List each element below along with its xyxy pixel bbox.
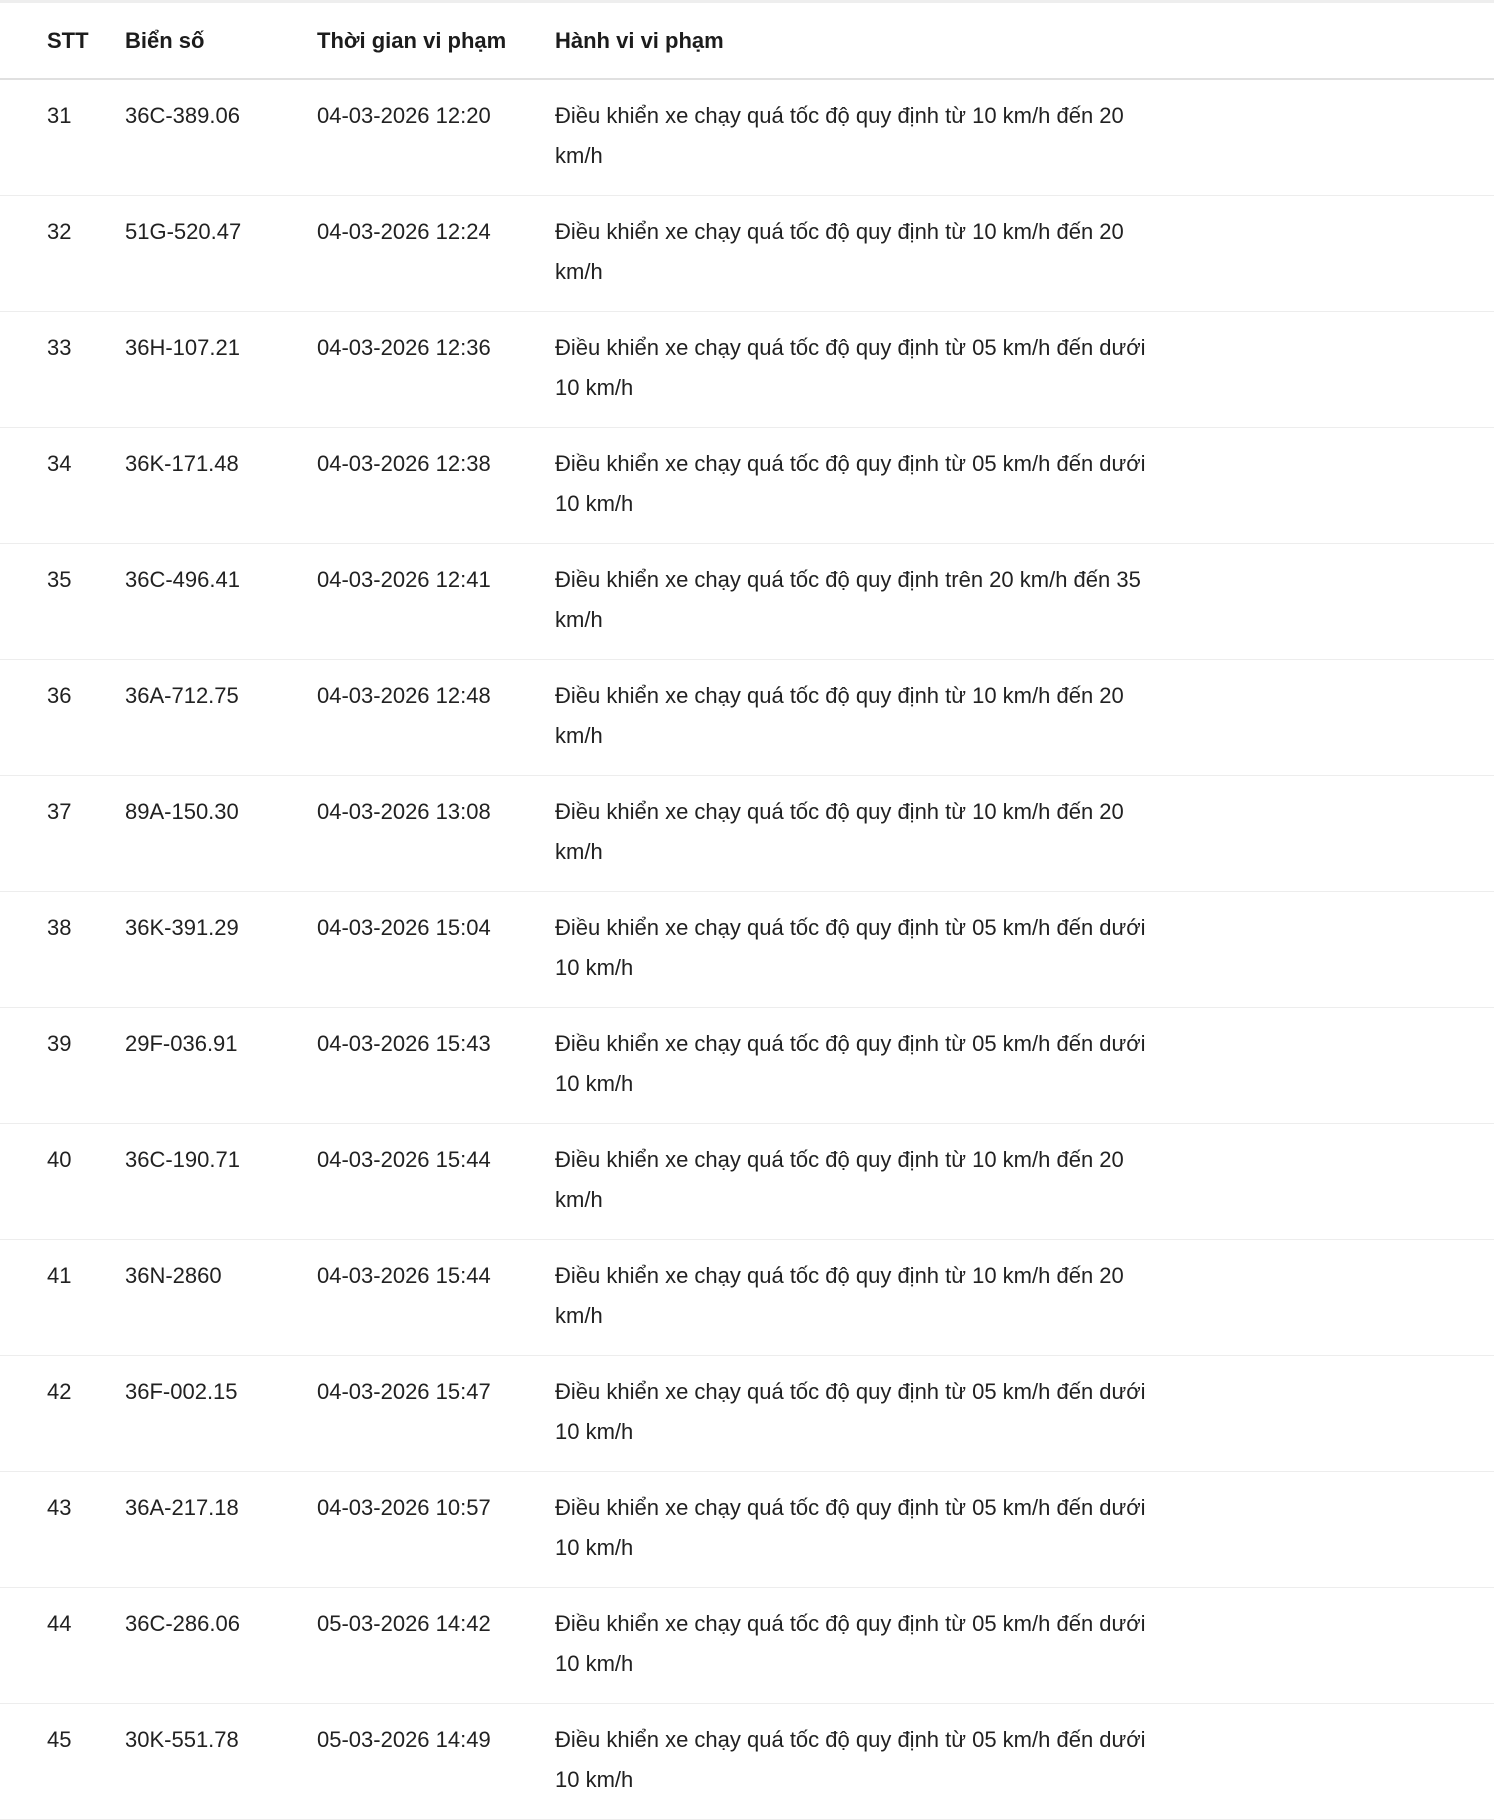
row-violation: Điều khiển xe chạy quá tốc độ quy định từ 10 km/h đến 20 km/h (555, 799, 1124, 864)
row-violation: Điều khiển xe chạy quá tốc độ quy định từ 10 km/h đến 20 km/h (555, 683, 1124, 748)
row-time: 04-03-2026 12:41 (317, 567, 491, 592)
header-violation: Hành vi vi phạm (555, 27, 724, 53)
table-row (0, 428, 1494, 544)
row-violation: Điều khiển xe chạy quá tốc độ quy định từ 05 km/h đến dưới 10 km/h (555, 335, 1146, 400)
row-time: 04-03-2026 12:48 (317, 683, 491, 708)
row-time: 04-03-2026 12:38 (317, 451, 491, 476)
header-stt: STT (47, 27, 89, 53)
row-plate: 36A-712.75 (125, 683, 239, 708)
row-time: 05-03-2026 14:42 (317, 1611, 491, 1636)
row-plate: 29F-036.91 (125, 1031, 238, 1056)
row-violation: Điều khiển xe chạy quá tốc độ quy định từ 10 km/h đến 20 km/h (555, 1147, 1124, 1212)
row-plate: 36C-190.71 (125, 1147, 240, 1172)
row-violation: Điều khiển xe chạy quá tốc độ quy định trên 20 km/h đến 35 km/h (555, 567, 1141, 632)
row-plate: 36F-002.15 (125, 1379, 238, 1404)
table-row (0, 544, 1494, 660)
row-time: 04-03-2026 12:20 (317, 103, 491, 128)
row-time: 04-03-2026 15:04 (317, 915, 491, 940)
row-stt: 43 (47, 1495, 72, 1520)
row-stt: 42 (47, 1379, 72, 1404)
row-time: 04-03-2026 15:44 (317, 1263, 491, 1288)
row-plate: 89A-150.30 (125, 799, 239, 824)
row-stt: 38 (47, 915, 72, 940)
row-time: 04-03-2026 12:24 (317, 219, 491, 244)
row-violation: Điều khiển xe chạy quá tốc độ quy định từ 10 km/h đến 20 km/h (555, 219, 1124, 284)
row-violation: Điều khiển xe chạy quá tốc độ quy định từ 05 km/h đến dưới 10 km/h (555, 1495, 1146, 1560)
row-time: 04-03-2026 13:08 (317, 799, 491, 824)
row-stt: 44 (47, 1611, 72, 1636)
row-plate: 36A-217.18 (125, 1495, 239, 1520)
table-row (0, 1240, 1494, 1356)
row-stt: 32 (47, 219, 72, 244)
table-header-row (0, 3, 1494, 80)
table-row (0, 660, 1494, 776)
row-violation: Điều khiển xe chạy quá tốc độ quy định từ 10 km/h đến 20 km/h (555, 103, 1124, 168)
row-violation: Điều khiển xe chạy quá tốc độ quy định từ 05 km/h đến dưới 10 km/h (555, 1611, 1146, 1676)
table-row (0, 776, 1494, 892)
row-violation: Điều khiển xe chạy quá tốc độ quy định từ 10 km/h đến 20 km/h (555, 1263, 1124, 1328)
row-stt: 37 (47, 799, 72, 824)
table-row (0, 1588, 1494, 1704)
table-row (0, 80, 1494, 196)
row-stt: 34 (47, 451, 72, 476)
row-violation: Điều khiển xe chạy quá tốc độ quy định từ 05 km/h đến dưới 10 km/h (555, 1727, 1146, 1792)
row-plate: 36H-107.21 (125, 335, 240, 360)
row-plate: 36K-171.48 (125, 451, 239, 476)
row-stt: 40 (47, 1147, 72, 1172)
row-plate: 36N-2860 (125, 1263, 222, 1288)
row-time: 04-03-2026 15:44 (317, 1147, 491, 1172)
row-violation: Điều khiển xe chạy quá tốc độ quy định từ 05 km/h đến dưới 10 km/h (555, 451, 1146, 516)
table-row (0, 1124, 1494, 1240)
row-violation: Điều khiển xe chạy quá tốc độ quy định từ 05 km/h đến dưới 10 km/h (555, 915, 1146, 980)
row-time: 05-03-2026 14:49 (317, 1727, 491, 1752)
row-time: 04-03-2026 15:47 (317, 1379, 491, 1404)
header-plate: Biển số (125, 27, 205, 53)
row-stt: 31 (47, 103, 72, 128)
table-row (0, 892, 1494, 1008)
row-stt: 45 (47, 1727, 72, 1752)
row-plate: 51G-520.47 (125, 219, 242, 244)
row-stt: 39 (47, 1031, 72, 1056)
row-stt: 35 (47, 567, 72, 592)
table-row (0, 1008, 1494, 1124)
table-row (0, 312, 1494, 428)
row-plate: 36C-286.06 (125, 1611, 240, 1636)
row-plate: 36C-389.06 (125, 103, 240, 128)
table-row (0, 196, 1494, 312)
row-time: 04-03-2026 10:57 (317, 1495, 491, 1520)
row-violation: Điều khiển xe chạy quá tốc độ quy định từ 05 km/h đến dưới 10 km/h (555, 1379, 1146, 1444)
row-time: 04-03-2026 15:43 (317, 1031, 491, 1056)
row-plate: 30K-551.78 (125, 1727, 239, 1752)
row-stt: 36 (47, 683, 72, 708)
row-plate: 36C-496.41 (125, 567, 240, 592)
table-row (0, 1356, 1494, 1472)
header-time: Thời gian vi phạm (317, 27, 507, 53)
table-row (0, 1704, 1494, 1820)
row-stt: 33 (47, 335, 72, 360)
row-violation: Điều khiển xe chạy quá tốc độ quy định từ 05 km/h đến dưới 10 km/h (555, 1031, 1146, 1096)
row-time: 04-03-2026 12:36 (317, 335, 491, 360)
row-plate: 36K-391.29 (125, 915, 239, 940)
table-row (0, 1472, 1494, 1588)
row-stt: 41 (47, 1263, 72, 1288)
